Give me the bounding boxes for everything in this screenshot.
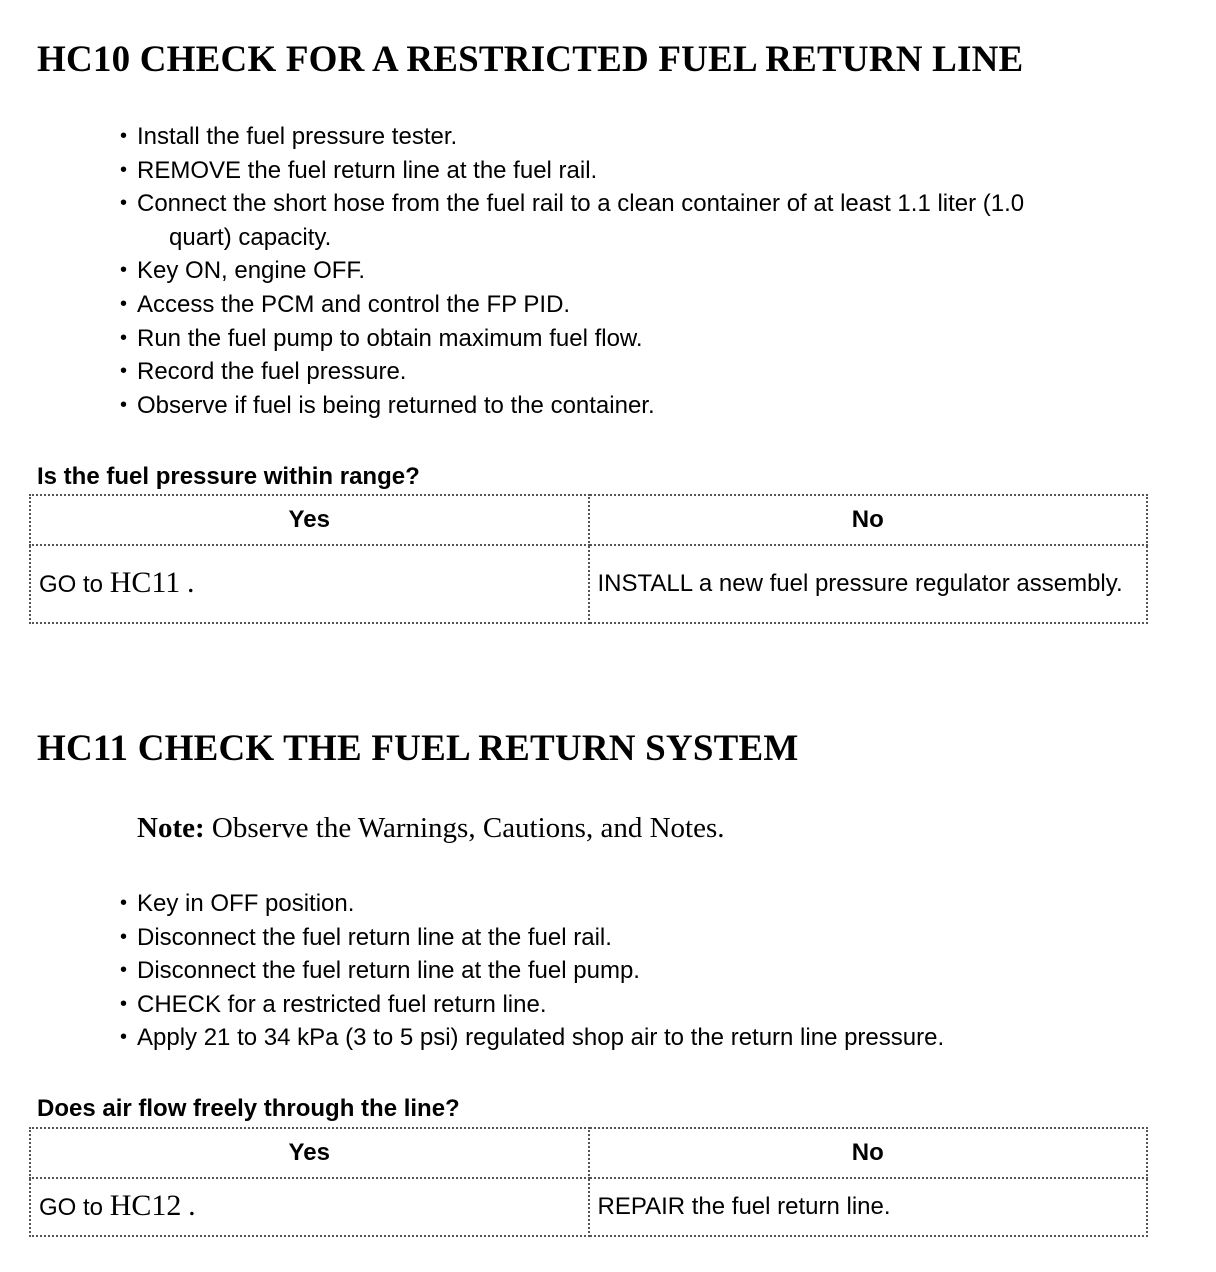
list-item (118, 254, 1198, 288)
bullet-icon: • (120, 925, 128, 948)
step-text: Connect the short hose from the fuel rail to a clean container of at least 1.1 liter (1.0 (137, 190, 1025, 218)
step-text: Key ON, engine OFF. (137, 257, 366, 285)
list-item (118, 921, 1198, 955)
list-item (118, 120, 1198, 154)
note-label: Note: (137, 812, 205, 844)
bullet-icon: • (120, 959, 128, 982)
bullet-icon: • (120, 992, 128, 1015)
step-text: CHECK for a restricted fuel return line. (137, 990, 547, 1018)
step-text: Apply 21 to 34 kPa (3 to 5 psi) regulated shop air to the return line pressure. (137, 1024, 945, 1052)
question-hc11: Does air flow freely through the line? (37, 1095, 460, 1122)
bullet-icon: • (120, 192, 128, 215)
list-item (118, 954, 1198, 988)
bullet-icon: • (120, 292, 128, 315)
list-item (118, 355, 1198, 389)
question-hc10: Is the fuel pressure within range? (37, 463, 420, 490)
step-list-hc11 (118, 887, 1198, 1055)
bullet-icon: • (120, 892, 128, 914)
column-header-yes: Yes (30, 1128, 589, 1178)
step-text: Record the fuel pressure. (137, 358, 407, 386)
yes-suffix: . (186, 566, 195, 599)
table-header-row (30, 1128, 1147, 1178)
list-item (118, 154, 1198, 188)
yes-prefix: GO to (39, 571, 104, 598)
list-item (118, 1021, 1198, 1055)
bullet-icon: • (120, 326, 128, 349)
section-title-hc11: HC11 CHECK THE FUEL RETURN SYSTEM (37, 728, 799, 769)
bullet-icon: • (120, 158, 128, 181)
bullet-icon: • (120, 1026, 128, 1049)
step-text: REMOVE the fuel return line at the fuel rail. (137, 156, 598, 184)
section-title-hc10: HC10 CHECK FOR A RESTRICTED FUEL RETURN LINE (37, 39, 1024, 80)
step-text: Observe if fuel is being returned to the container. (137, 391, 655, 419)
note-text: Observe the Warnings, Cautions, and Notes. (211, 812, 725, 844)
step-text: Install the fuel pressure tester. (137, 123, 458, 150)
bullet-icon: • (120, 125, 128, 147)
note (137, 810, 725, 846)
list-item (118, 887, 1198, 921)
answer-table-hc10 (29, 494, 1148, 624)
yes-cell (30, 1178, 589, 1236)
link-hc12[interactable]: HC12 (109, 1189, 182, 1222)
step-text-continued: quart) capacity. (169, 223, 332, 251)
answer-table-hc11 (29, 1127, 1148, 1237)
step-text: Disconnect the fuel return line at the fuel pump. (137, 957, 640, 985)
bullet-icon: • (120, 259, 128, 282)
step-list-hc10 (118, 120, 1198, 422)
no-cell: INSTALL a new fuel pressure regulator assembly. (589, 545, 1148, 623)
step-text: Run the fuel pump to obtain maximum fuel flow. (137, 324, 643, 352)
list-item (118, 322, 1198, 356)
step-text: Disconnect the fuel return line at the fuel rail. (137, 923, 612, 951)
step-text: Access the PCM and control the FP PID. (137, 290, 571, 318)
bullet-icon: • (120, 393, 128, 416)
bullet-icon: • (120, 360, 128, 383)
column-header-yes: Yes (30, 495, 589, 545)
link-hc11[interactable]: HC11 (109, 566, 181, 599)
list-item (118, 389, 1198, 423)
no-cell: REPAIR the fuel return line. (589, 1178, 1148, 1236)
table-row (30, 1178, 1147, 1236)
column-header-no: No (589, 1128, 1148, 1178)
list-item (118, 288, 1198, 322)
yes-prefix: GO to (39, 1194, 104, 1221)
table-row (30, 545, 1147, 623)
column-header-no: No (589, 495, 1148, 545)
yes-suffix: . (188, 1189, 196, 1222)
list-item (118, 187, 1198, 254)
step-text: Key in OFF position. (137, 890, 355, 917)
yes-cell (30, 545, 589, 623)
list-item (118, 988, 1198, 1022)
table-header-row (30, 495, 1147, 545)
